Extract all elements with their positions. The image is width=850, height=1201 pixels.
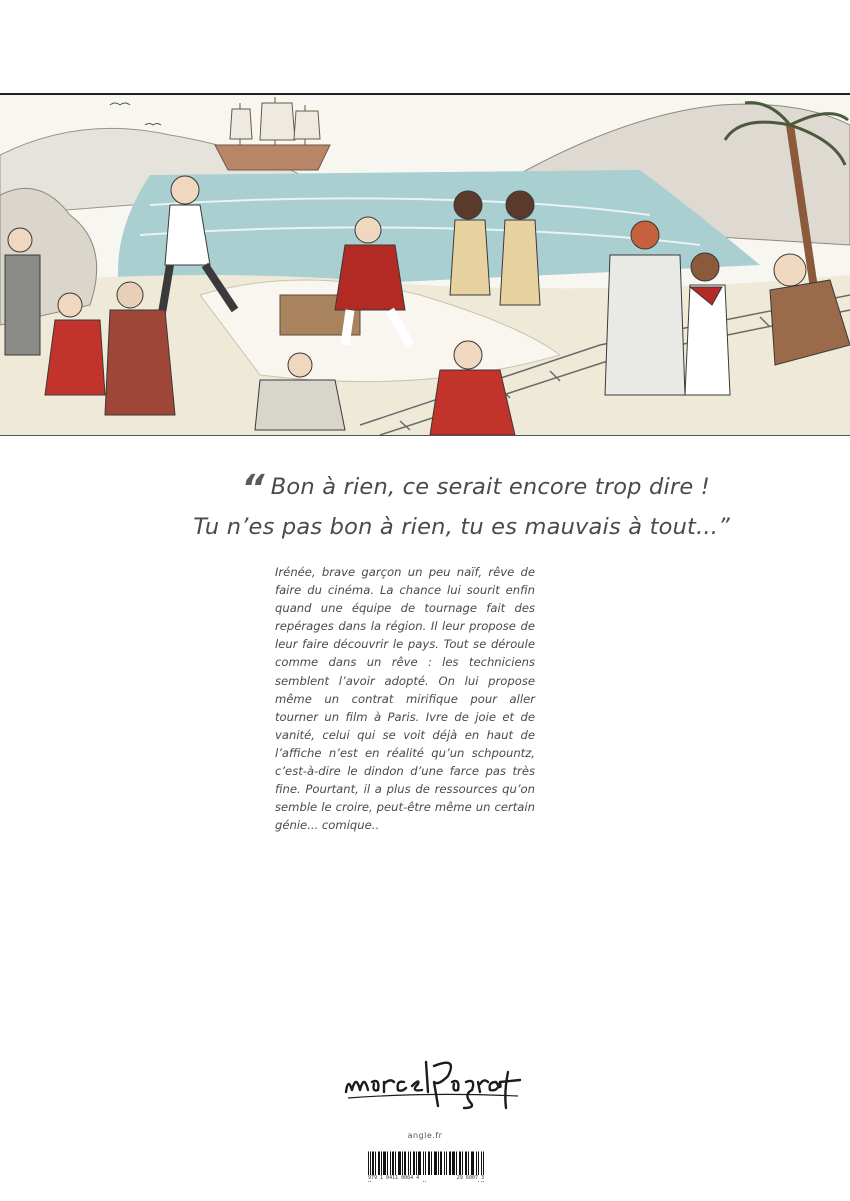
quote-line-2: Tu n’es pas bon à rien, tu es mauvais à tout...” [193, 514, 730, 540]
beach-film-set-scene [0, 95, 850, 435]
barcode-number-right: 29 6007 3 [456, 1175, 484, 1181]
quote-line-1-text: Bon à rien, ce serait encore trop dire ! [270, 474, 710, 500]
cover-illustration [0, 93, 850, 436]
barcode-number-left: 979 1 0411 0064 4 [368, 1175, 420, 1181]
open-quote-mark: “ [241, 468, 265, 509]
barcode-number [368, 1175, 484, 1181]
synopsis-text: Irénée, brave garçon un peu naïf, rêve de faire du cinéma. La chance lui sourit enfin quand une équipe de tournage fait des repérages dans la région. Il leur propose de leur faire découvrir le pays. Tout se déroule comme dans un rêve : les techniciens semblent l’avoir adopté. On lui propose même un contrat mirifique pour aller tourner un film à Paris. Ivre de joie et de vanité, celui qui se voit déjà en haut de l’affiche n’est en réalité qu’un schpountz, c’est-à-dire le dindon d’une farce pas très fine. Pourtant, il a plus de ressources qu’on semble le croire, peut-être même un certain génie... comique.. [275, 565, 535, 833]
isbn-barcode [368, 1145, 484, 1188]
publisher-url: angle.fr [407, 1131, 443, 1140]
quote-line-1 [150, 468, 710, 508]
author-signature [338, 1052, 528, 1112]
pull-quote [150, 468, 730, 546]
character-dancer-2 [500, 191, 540, 305]
